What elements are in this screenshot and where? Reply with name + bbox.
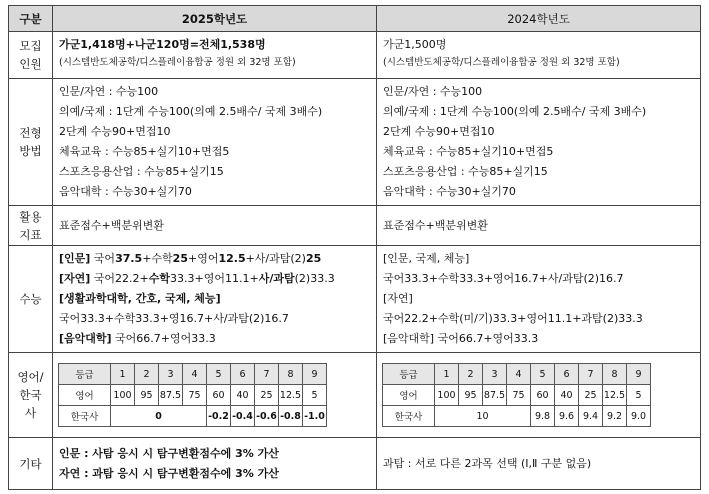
history-row (383, 406, 651, 427)
grade-cell: 4 (507, 364, 531, 385)
label-line: 모집 (19, 39, 42, 53)
recruit-2025 (53, 32, 377, 79)
english-row (59, 385, 327, 406)
grade-cell: 6 (555, 364, 579, 385)
grade-cell: 3 (483, 364, 507, 385)
grade-cell: 9.2 (603, 406, 627, 427)
grade-cell: 60 (207, 385, 231, 406)
recruit-2025-note: (시스템반도체공학/디스플레이융합공 정원 외 32명 포함) (59, 57, 296, 68)
grade-cell: -0.6 (255, 406, 279, 427)
grade-cell: 9.4 (579, 406, 603, 427)
english-row (383, 385, 651, 406)
grade-cell: 9.8 (531, 406, 555, 427)
recruit-2025-main: 가군1,418명+나군120명=전체1,538명 (59, 38, 266, 51)
grade-cell: 5 (207, 364, 231, 385)
grade-cell: 5 (531, 364, 555, 385)
grade-cell: 3 (159, 364, 183, 385)
method-line: 스포츠응용산업 : 수능85+실기15 (59, 165, 224, 178)
indicator-text: 표준점수+백분위변환 (383, 218, 488, 232)
row-recruit (9, 32, 701, 79)
method-line: 체육교육 : 수능85+실기10+면접5 (383, 145, 554, 158)
label-line: 지표 (19, 227, 42, 242)
label-line: 한국 (19, 388, 42, 402)
grade-table-2024 (382, 363, 651, 427)
grade-cell: 한국사 (383, 406, 435, 427)
label-csat: 수능 (9, 246, 53, 353)
grade-cell: 영어 (383, 385, 435, 406)
grade-cell: 75 (507, 385, 531, 406)
etc-line: 과탐 : 서로 다른 2과목 선택 (Ⅰ,Ⅱ 구분 없음) (383, 456, 592, 470)
grade-cell: -1.0 (303, 406, 327, 427)
csat-line: [인문, 국제, 체능] (383, 252, 470, 265)
seg: 국어 (90, 252, 116, 265)
grade-cell: 40 (231, 385, 255, 406)
grade-cell: 95 (135, 385, 159, 406)
grade-cell: 40 (555, 385, 579, 406)
grade-cell: 등급 (383, 364, 435, 385)
csat-line: [음악대학] 국어66.7+영어33.3 (383, 332, 539, 345)
grade-cell: 4 (183, 364, 207, 385)
label-line: 방법 (19, 144, 42, 158)
row-etc (9, 438, 701, 490)
recruit-2024-note: (시스템반도체공학/디스플레이융합공 정원 외 32명 포함) (383, 57, 620, 68)
indicator-2024 (377, 206, 701, 246)
grade-cell: 등급 (59, 364, 111, 385)
seg: 25 (172, 252, 188, 265)
csat-music (59, 329, 370, 349)
grade-cell: 100 (435, 385, 459, 406)
etc-2024 (377, 438, 701, 490)
header-category: 구분 (9, 6, 53, 32)
grade-cell: 95 (459, 385, 483, 406)
label-etc: 기타 (9, 438, 53, 490)
method-2025 (53, 79, 377, 206)
grade-cell: 60 (531, 385, 555, 406)
method-2024 (377, 79, 701, 206)
method-line: 음악대학 : 수능30+실기70 (383, 185, 516, 198)
grade-cell: 7 (255, 364, 279, 385)
etc-line: 자연 : 과탐 응시 시 탐구변환점수에 3% 가산 (59, 466, 279, 480)
method-line: 2단계 수능90+면접10 (383, 125, 495, 138)
grade-cell: 2 (135, 364, 159, 385)
grade-cell: 12.5 (279, 385, 303, 406)
label-line: 영어/ (17, 370, 44, 384)
grade-cell: 5 (303, 385, 327, 406)
seg: 국어66.7+영어33.3 (111, 332, 216, 345)
csat-line: 국어33.3+수학33.3+영어16.7+사/과탐(2)16.7 (383, 272, 624, 285)
csat-group-formula: 국어33.3+수학33.3+영16.7+사/과탐(2)16.7 (59, 312, 289, 325)
row-grades (9, 353, 701, 438)
history-row (59, 406, 327, 427)
grade-cell: 1 (111, 364, 135, 385)
method-line: 의예/국제 : 1단계 수능100(의예 2.5배수/ 국제 3배수) (383, 105, 647, 118)
label-line: 활용 (19, 209, 42, 224)
tag: [자연] (59, 272, 91, 285)
seg: 33.3+영어11.1+ (170, 272, 259, 285)
grade-cell: 2 (459, 364, 483, 385)
seg: +사/과탐(2) (245, 252, 306, 265)
seg: +영어 (187, 252, 219, 265)
csat-line: 국어22.2+수학(미/기)33.3+영어11.1+과탐(2)33.3 (383, 312, 643, 325)
header-2024: 2024학년도 (377, 6, 701, 32)
grade-cell: 87.5 (483, 385, 507, 406)
grade-cell: 7 (579, 364, 603, 385)
etc-line: 인문 : 사탐 응시 시 탐구변환점수에 3% 가산 (59, 446, 279, 460)
grade-cell: 100 (111, 385, 135, 406)
tag: [인문] (59, 252, 91, 265)
header-2025: 2025학년도 (53, 6, 377, 32)
seg: 사/과탐 (258, 272, 295, 285)
grade-cell: 6 (231, 364, 255, 385)
seg: (2)33.3 (294, 272, 335, 285)
label-line: 인원 (19, 57, 42, 71)
method-line: 음악대학 : 수능30+실기70 (59, 185, 192, 198)
grade-cell: 25 (255, 385, 279, 406)
grade-head-row (383, 364, 651, 385)
grade-cell: 5 (627, 385, 651, 406)
grade-table-2025 (58, 363, 327, 427)
grade-cell: -0.2 (207, 406, 231, 427)
grade-cell: 75 (183, 385, 207, 406)
method-line: 스포츠응용산업 : 수능85+실기15 (383, 165, 548, 178)
label-line: 사 (24, 406, 37, 420)
seg: 25 (305, 252, 322, 265)
label-line: 전형 (19, 126, 42, 140)
recruit-2024 (377, 32, 701, 79)
grade-cell: 12.5 (603, 385, 627, 406)
recruit-2024-main: 가군1,500명 (383, 38, 447, 51)
etc-2025 (53, 438, 377, 490)
seg: 12.5 (218, 252, 246, 265)
method-line: 의예/국제 : 1단계 수능100(의예 2.5배수/ 국제 3배수) (59, 105, 323, 118)
row-method (9, 79, 701, 206)
seg: 37.5 (115, 252, 143, 265)
method-line: 인문/자연 : 수능100 (383, 85, 483, 98)
grade-cell: 8 (279, 364, 303, 385)
label-recruit (9, 32, 53, 79)
header-row (9, 6, 701, 32)
grade-cell: -0.4 (231, 406, 255, 427)
indicator-text: 표준점수+백분위변환 (59, 218, 164, 232)
csat-2025 (53, 246, 377, 353)
row-indicator (9, 206, 701, 246)
grades-2024 (377, 353, 701, 438)
method-line: 인문/자연 : 수능100 (59, 85, 159, 98)
admission-comparison-table (8, 5, 701, 490)
label-method (9, 79, 53, 206)
grade-head-row (59, 364, 327, 385)
grade-cell: 9 (303, 364, 327, 385)
grade-cell: 영어 (59, 385, 111, 406)
grade-cell: 9.6 (555, 406, 579, 427)
grade-cell: 8 (603, 364, 627, 385)
method-line: 2단계 수능90+면접10 (59, 125, 171, 138)
indicator-2025 (53, 206, 377, 246)
grades-2025 (53, 353, 377, 438)
label-indicator (9, 206, 53, 246)
csat-line: [자연] (383, 292, 413, 305)
label-grades (9, 353, 53, 438)
seg: +수학 (142, 252, 173, 265)
method-line: 체육교육 : 수능85+실기10+면접5 (59, 145, 230, 158)
grade-cell: 9 (627, 364, 651, 385)
seg: 수학 (148, 272, 171, 285)
grade-cell: 1 (435, 364, 459, 385)
csat-group-title: [생활과학대학, 간호, 국제, 체능] (59, 292, 221, 305)
grade-cell: 25 (579, 385, 603, 406)
grade-cell: 9.0 (627, 406, 651, 427)
row-csat (9, 246, 701, 353)
seg: 국어22.2+ (90, 272, 149, 285)
csat-2024 (377, 246, 701, 353)
grade-cell: 10 (435, 406, 531, 427)
grade-cell: 87.5 (159, 385, 183, 406)
csat-science (59, 269, 370, 289)
grade-cell: 0 (111, 406, 207, 427)
grade-cell: 한국사 (59, 406, 111, 427)
grade-cell: -0.8 (279, 406, 303, 427)
tag: [음악대학] (59, 332, 112, 345)
csat-humanities (59, 249, 370, 269)
